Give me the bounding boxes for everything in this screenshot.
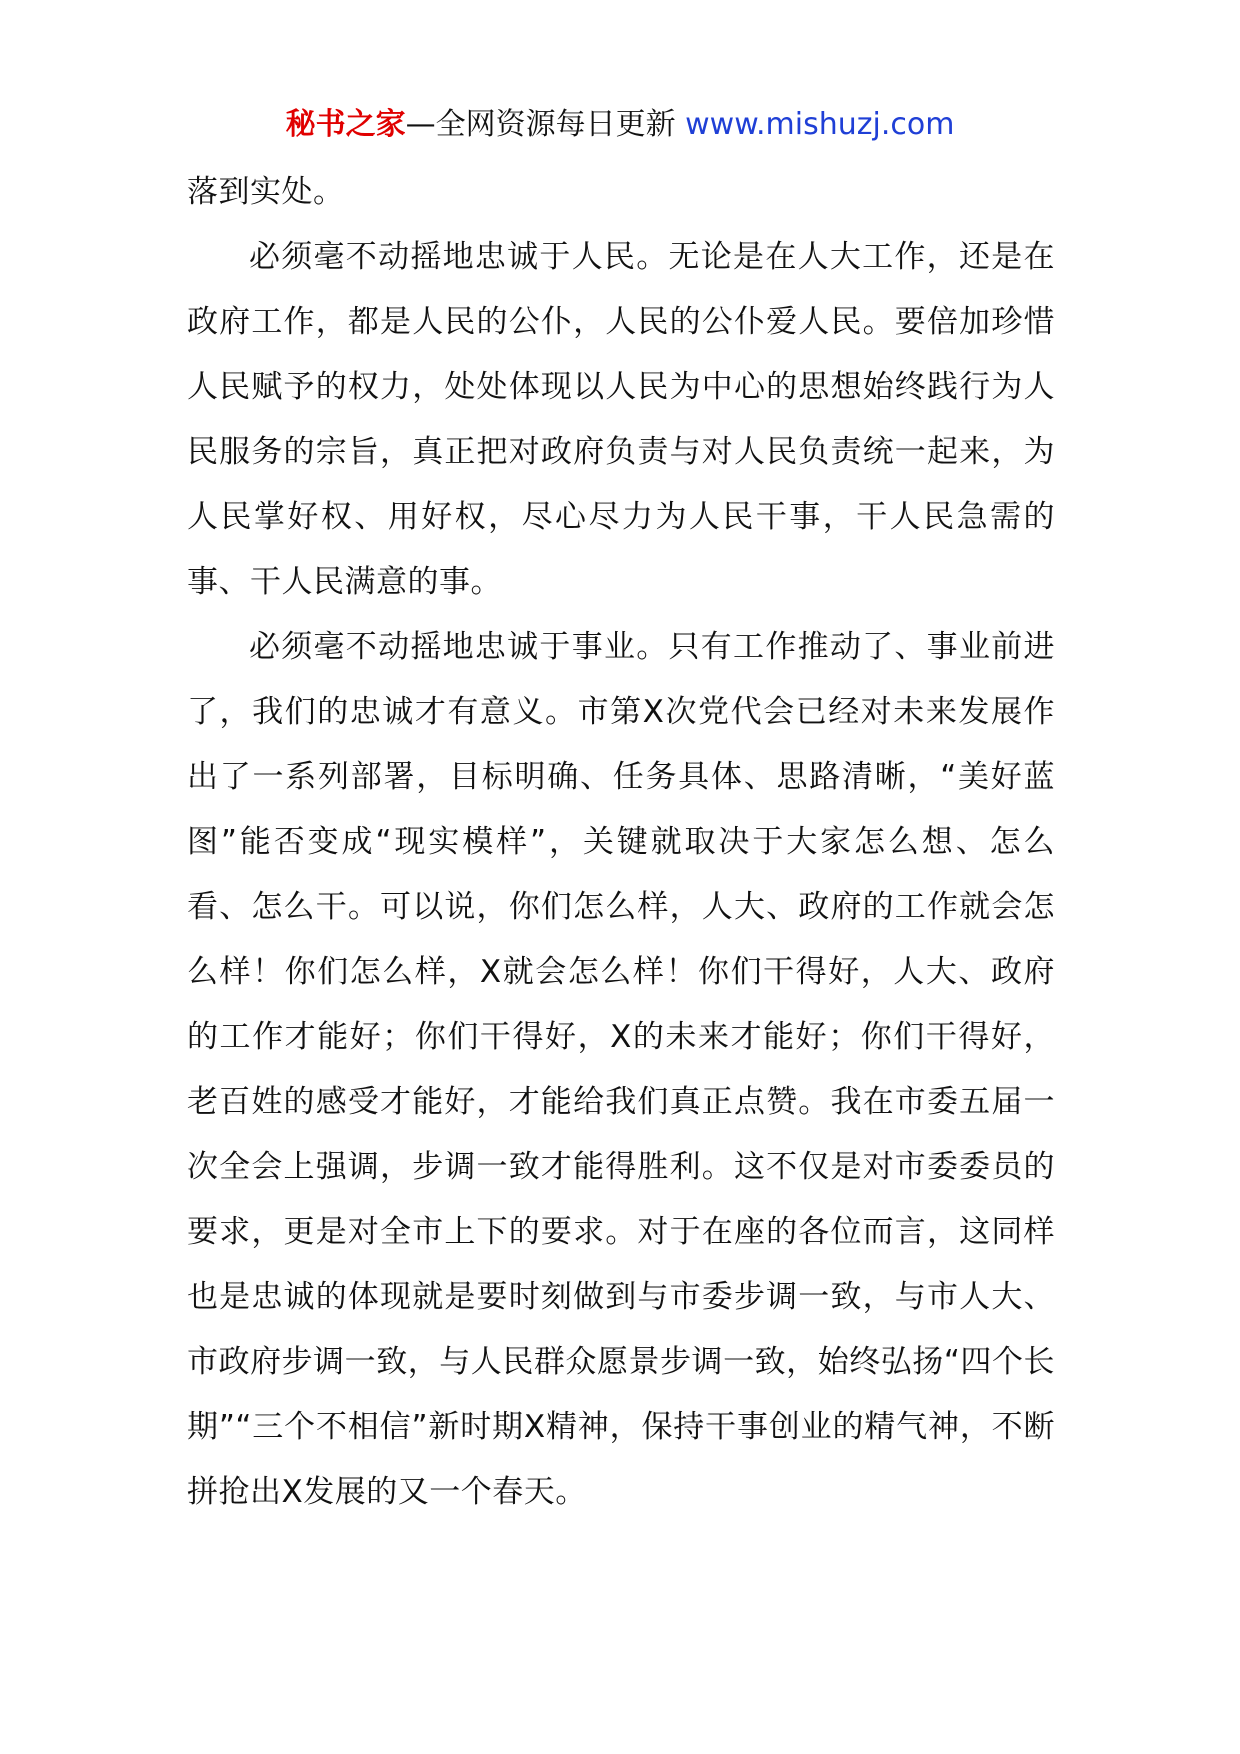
paragraph-continuation: 落到实处。 [187, 174, 345, 210]
header-tagline: —全网资源每日更新 [405, 107, 676, 142]
paragraph-loyal-to-cause: 必须毫不动摇地忠诚于事业。只有工作推动了、事业前进了，我们的忠诚才有意义。市第X次党代会已经对未来发展作出了一系列部署，目标明确、任务具体、思路清晰，“美好蓝图”能否变成“现实模样”，关键就取决于大家怎么想、怎么看、怎么干。可以说，你们怎么样，人大、政府的工作就会怎么样！你们怎么样，X就会怎么样！你们干得好，人大、政府的工作才能好；你们干得好，X的未来才能好；你们干得好，老百姓的感受才能好，才能给我们真正点赞。我在市委五届一次全会上强调，步调一致才能得胜利。这不仅是对市委委员的要求，更是对全市上下的要求。对于在座的各位而言，这同样也是忠诚的体现就是要时刻做到与市委步调一致，与市人大、市政府步调一致，与人民群众愿景步调一致，始终弘扬“四个长期”“三个不相信”新时期X精神，保持干事创业的精气神，不断拼抢出X发展的又一个春天。 [187, 629, 1055, 1510]
watermark-header [0, 103, 1240, 147]
document-body [187, 160, 1055, 1525]
brand-name: 秘书之家 [285, 107, 406, 142]
site-url[interactable]: www.mishuzj.com [685, 107, 955, 142]
paragraph-loyal-to-people: 必须毫不动摇地忠诚于人民。无论是在人大工作，还是在政府工作，都是人民的公仆，人民的公仆爱人民。要倍加珍惜人民赋予的权力，处处体现以人民为中心的思想始终践行为人民服务的宗旨，真正把对政府负责与对人民负责统一起来，为人民掌好权、用好权，尽心尽力为人民干事，干人民急需的事、干人民满意的事。 [187, 239, 1055, 600]
